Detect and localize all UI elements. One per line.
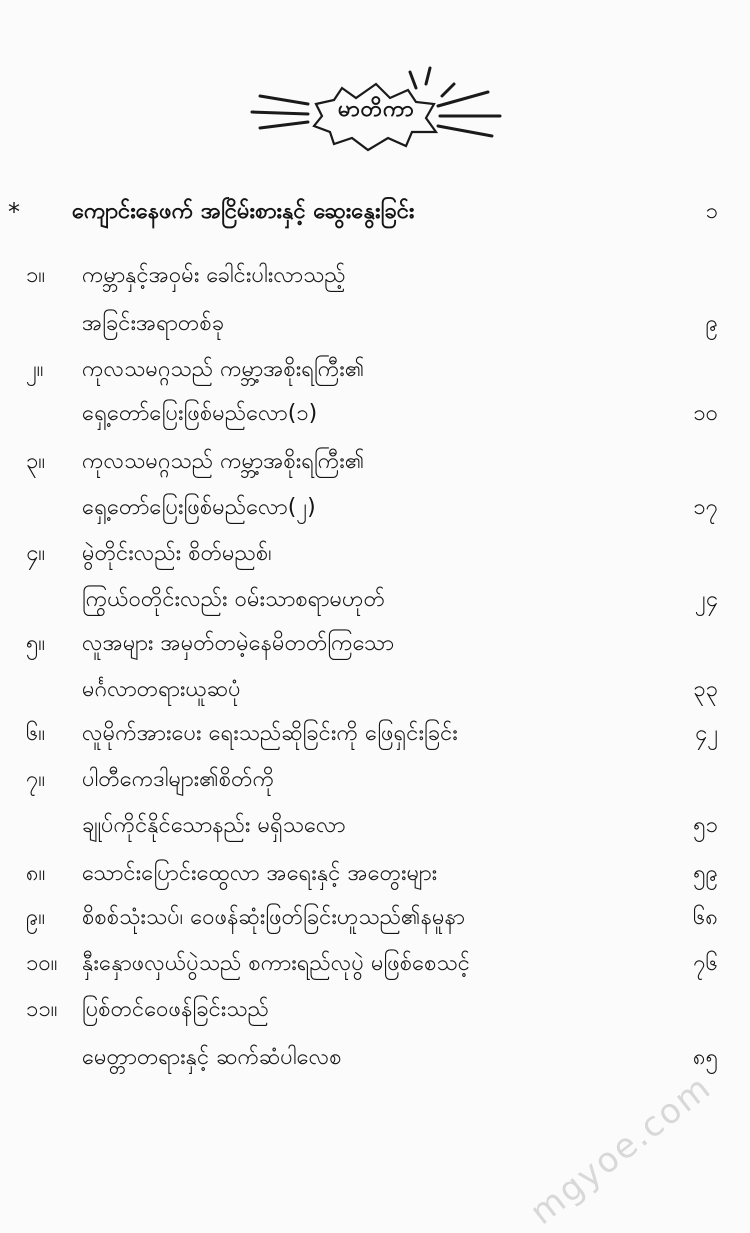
toc-entry-title: ကျောင်းနေဖက် အငြိမ်းစားနှင့် ဆွေးနွေးခြင်း	[72, 199, 415, 224]
toc-entry-5	[0, 622, 750, 666]
toc-entry-11	[0, 988, 750, 1032]
toc-entry-title-cont: မင်္ဂလာတရားယူဆပုံ	[82, 677, 241, 702]
toc-entry-9	[0, 896, 750, 940]
toc-entry-title: ကမ္ဘာနှင့်အဝှမ်း ခေါင်းပါးလာသည့်	[82, 263, 346, 288]
toc-entry-title: လူအများ အမှတ်တမဲ့နေမိတတ်ကြသော	[82, 631, 395, 656]
toc-entry-4	[0, 532, 750, 576]
toc-entry-number: *	[8, 198, 20, 226]
toc-entry-page: ၁၇	[693, 495, 718, 520]
toc-entry-title: ပြစ်တင်ဝေဖန်ခြင်းသည်	[82, 997, 269, 1022]
toc-entry-number: ၂။	[26, 357, 44, 382]
toc-entry-10	[0, 942, 750, 986]
toc-entry-page: ၃၃	[693, 677, 718, 702]
toc-entry-title-cont: မေတ္တာတရားနှင့် ဆက်ဆံပါလေစ	[82, 1045, 342, 1070]
toc-entry-5-cont	[0, 668, 750, 712]
toc-entry-title-cont: ကြွယ်ဝတိုင်းလည်း ဝမ်းသာစရာမဟုတ်	[82, 587, 386, 612]
toc-entry-intro	[0, 190, 750, 234]
toc-entry-number: ၁၁။	[26, 997, 58, 1022]
toc-entry-page: ၇၆	[693, 951, 718, 976]
toc-entry-page: ၆၈	[693, 905, 718, 930]
toc-entry-title: ကုလသမဂ္ဂသည် ကမ္ဘာ့အစိုးရကြီး၏	[82, 449, 365, 474]
toc-entry-number: ၄။	[26, 541, 46, 566]
toc-entry-number: ၆။	[26, 721, 46, 746]
toc-entry-3-cont	[0, 486, 750, 530]
toc-entry-title: ကုလသမဂ္ဂသည် ကမ္ဘာ့အစိုးရကြီး၏	[82, 357, 365, 382]
toc-entry-number: ၃။	[26, 449, 46, 474]
toc-entry-title: လူမိုက်အားပေး ရေးသည်ဆိုခြင်းကို ဖြေရှင်းခြင်း	[82, 721, 458, 746]
toc-entry-page: ၁၀	[693, 401, 718, 426]
toc-entry-title: မွဲတိုင်းလည်း စိတ်မညစ်၊	[82, 541, 272, 566]
toc-entry-page: ၁	[705, 199, 718, 224]
toc-entry-title-cont: ရှေ့တော်ပြေးဖြစ်မည်လော(၁)	[82, 401, 318, 426]
contents-header	[230, 62, 520, 162]
toc-entry-page: ၅၉	[693, 861, 718, 886]
toc-entry-number: ၅။	[26, 631, 46, 656]
toc-entry-3	[0, 440, 750, 484]
toc-entry-number: ၁။	[26, 263, 46, 288]
toc-entry-1	[0, 254, 750, 298]
toc-entry-title: ပါတီကေဒါများ၏စိတ်ကို	[82, 767, 275, 792]
toc-entry-page: ၄၂	[694, 721, 718, 746]
toc-entry-number: ၇။	[26, 767, 46, 792]
toc-entry-4-cont	[0, 578, 750, 622]
toc-entry-title: စိစစ်သုံးသပ်၊ ဝေဖန်ဆုံးဖြတ်ခြင်းဟူသည်၏နမူနာ	[82, 905, 465, 930]
toc-entry-number: ၈။	[26, 861, 46, 886]
toc-entry-title-cont: ရှေ့တော်ပြေးဖြစ်မည်လော(၂)	[82, 495, 316, 520]
toc-entry-page: ၂၄	[694, 587, 718, 612]
toc-entry-number: ၉။	[26, 905, 46, 930]
toc-entry-7-cont	[0, 804, 750, 848]
toc-entry-page: ၅၁	[693, 813, 718, 838]
toc-entry-title: နှီးနှောဖလှယ်ပွဲသည် စကားရည်လုပွဲ မဖြစ်စေသင့်	[82, 951, 470, 976]
toc-entry-page: ၉	[705, 311, 718, 336]
toc-entry-page: ၈၅	[693, 1045, 718, 1070]
toc-entry-1-cont	[0, 302, 750, 346]
toc-entry-11-cont	[0, 1036, 750, 1080]
site-watermark: mgyoe.com	[522, 1067, 720, 1233]
toc-entry-title: သောင်းပြောင်းထွေလာ အရေးနှင့် အတွေးများ	[82, 861, 438, 886]
toc-entry-number: ၁၀။	[26, 951, 58, 976]
toc-entry-title-cont: အခြင်းအရာတစ်ခု	[82, 311, 225, 336]
page-title: မာတိကာ	[338, 97, 415, 122]
toc-entry-6	[0, 712, 750, 756]
toc-entry-title-cont: ချုပ်ကိုင်နိုင်သောနည်း မရှိသလော	[82, 813, 346, 838]
toc-entry-8	[0, 852, 750, 896]
toc-entry-2-cont	[0, 392, 750, 436]
toc-entry-2	[0, 348, 750, 392]
toc-entry-7	[0, 758, 750, 802]
